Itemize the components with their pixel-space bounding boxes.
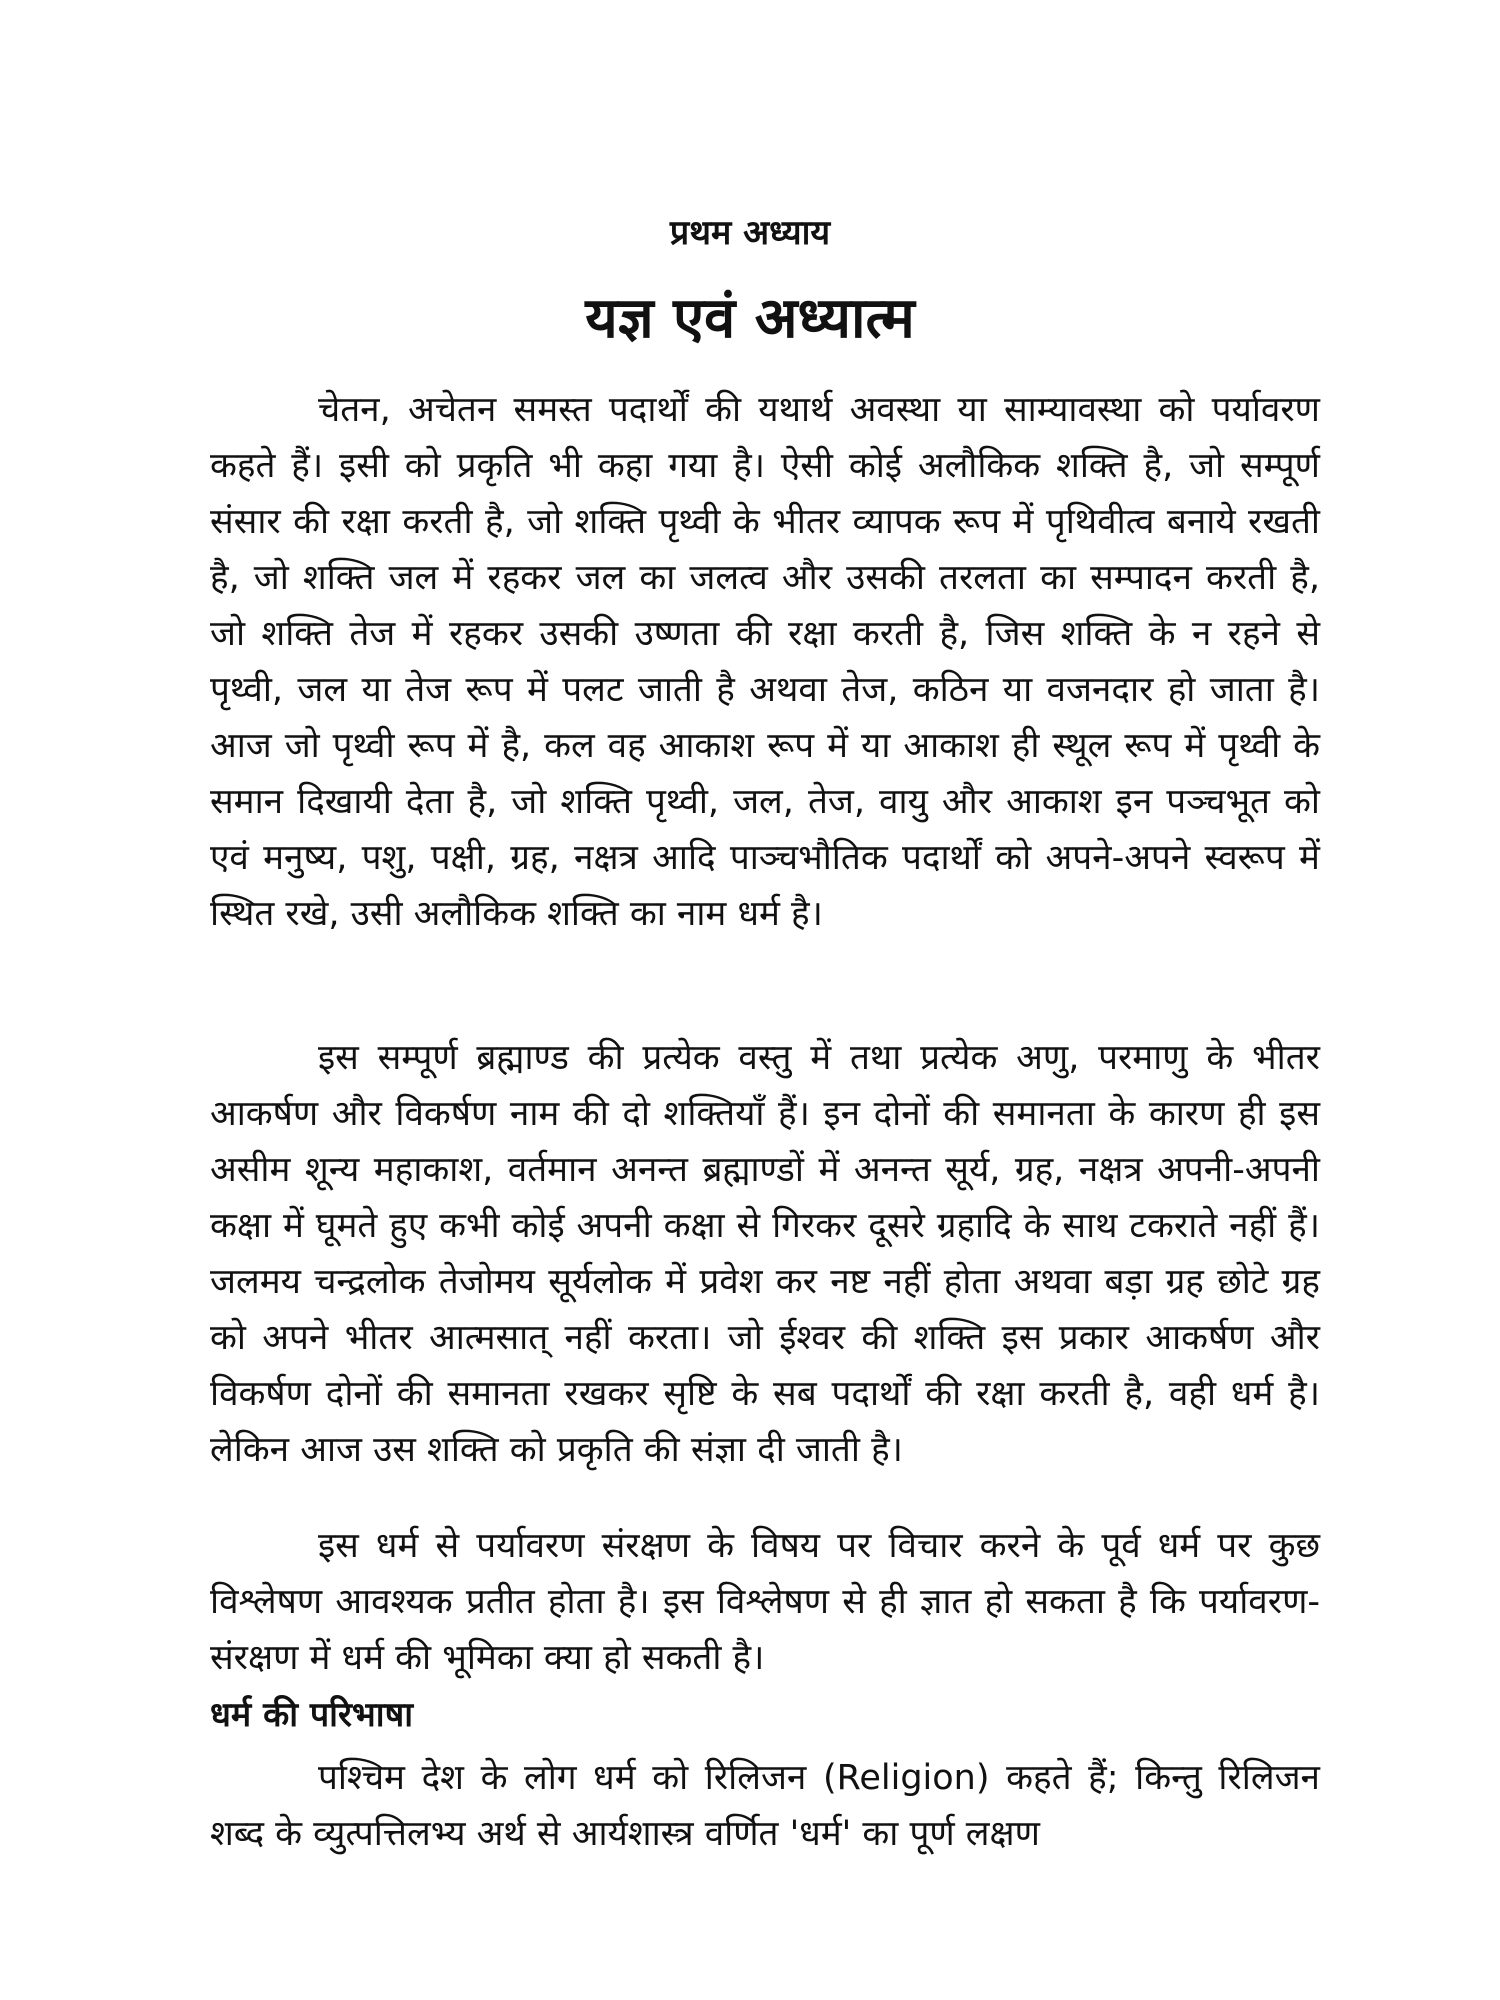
chapter-label: प्रथम अध्याय [669,213,831,253]
chapter-title: यज्ञ एवं अध्यात्म [585,286,915,351]
paragraph-1: चेतन, अचेतन समस्त पदार्थों की यथार्थ अवस्था या साम्यावस्था को पर्यावरण कहते हैं। इसी को प्रकृति भी कहा गया है। ऐसी कोई अलौकिक शक्ति है, जो सम्पूर्ण संसार की रक्षा करती है, जो शक्ति पृथ्वी के भीतर व्यापक रूप में पृथिवीत्व बनाये रखती है, जो शक्ति जल में रहकर जल का जलत्व और उसकी तरलता का सम्पादन करती है, जो शक्ति तेज में रहकर उसकी उष्णता की रक्षा करती है, जिस शक्ति के न रहने से पृथ्वी, जल या तेज रूप में पलट जाती है अथवा तेज, कठिन या वजनदार हो जाता है। आज जो पृथ्वी रूप में है, कल वह आकाश रूप में या आकाश ही स्थूल रूप में पृथ्वी के समान दिखायी देता है, जो शक्ति पृथ्वी, जल, तेज, वायु और आकाश इन पञ्चभूत को एवं मनुष्य, पशु, पक्षी, ग्रह, नक्षत्र आदि पाञ्चभौतिक पदार्थों को अपने-अपने स्वरूप में स्थित रखे, उसी अलौकिक शक्ति का नाम धर्म है। [210,390,1320,934]
section-heading: धर्म की परिभाषा [210,1695,414,1735]
section-paragraph: पश्चिम देश के लोग धर्म को रिलिजन (Religion) कहते हैं; किन्तु रिलिजन शब्द के व्युत्पत्तिलभ्य अर्थ से आर्यशास्त्र वर्णित 'धर्म' का पूर्ण लक्षण [210,1758,1320,1854]
paragraph-2: इस सम्पूर्ण ब्रह्माण्ड की प्रत्येक वस्तु में तथा प्रत्येक अणु, परमाणु के भीतर आकर्षण और विकर्षण नाम की दो शक्तियाँ हैं। इन दोनों की समानता के कारण ही इस असीम शून्य महाकाश, वर्तमान अनन्त ब्रह्माण्डों में अनन्त सूर्य, ग्रह, नक्षत्र अपनी-अपनी कक्षा में घूमते हुए कभी कोई अपनी कक्षा से गिरकर दूसरे ग्रहादि के साथ टकराते नहीं हैं। जलमय चन्द्रलोक तेजोमय सूर्यलोक में प्रवेश कर नष्ट नहीं होता अथवा बड़ा ग्रह छोटे ग्रह को अपने भीतर आत्मसात् नहीं करता। जो ईश्वर की शक्ति इस प्रकार आकर्षण और विकर्षण दोनों की समानता रखकर सृष्टि के सब पदार्थों की रक्षा करती है, वही धर्म है। लेकिन आज उस शक्ति को प्रकृति की संज्ञा दी जाती है। [210,1038,1320,1470]
paragraph-3: इस धर्म से पर्यावरण संरक्षण के विषय पर विचार करने के पूर्व धर्म पर कुछ विश्लेषण आवश्यक प्रतीत होता है। इस विश्लेषण से ही ज्ञात हो सकता है कि पर्यावरण-संरक्षण में धर्म की भूमिका क्या हो सकती है। [210,1526,1320,1678]
